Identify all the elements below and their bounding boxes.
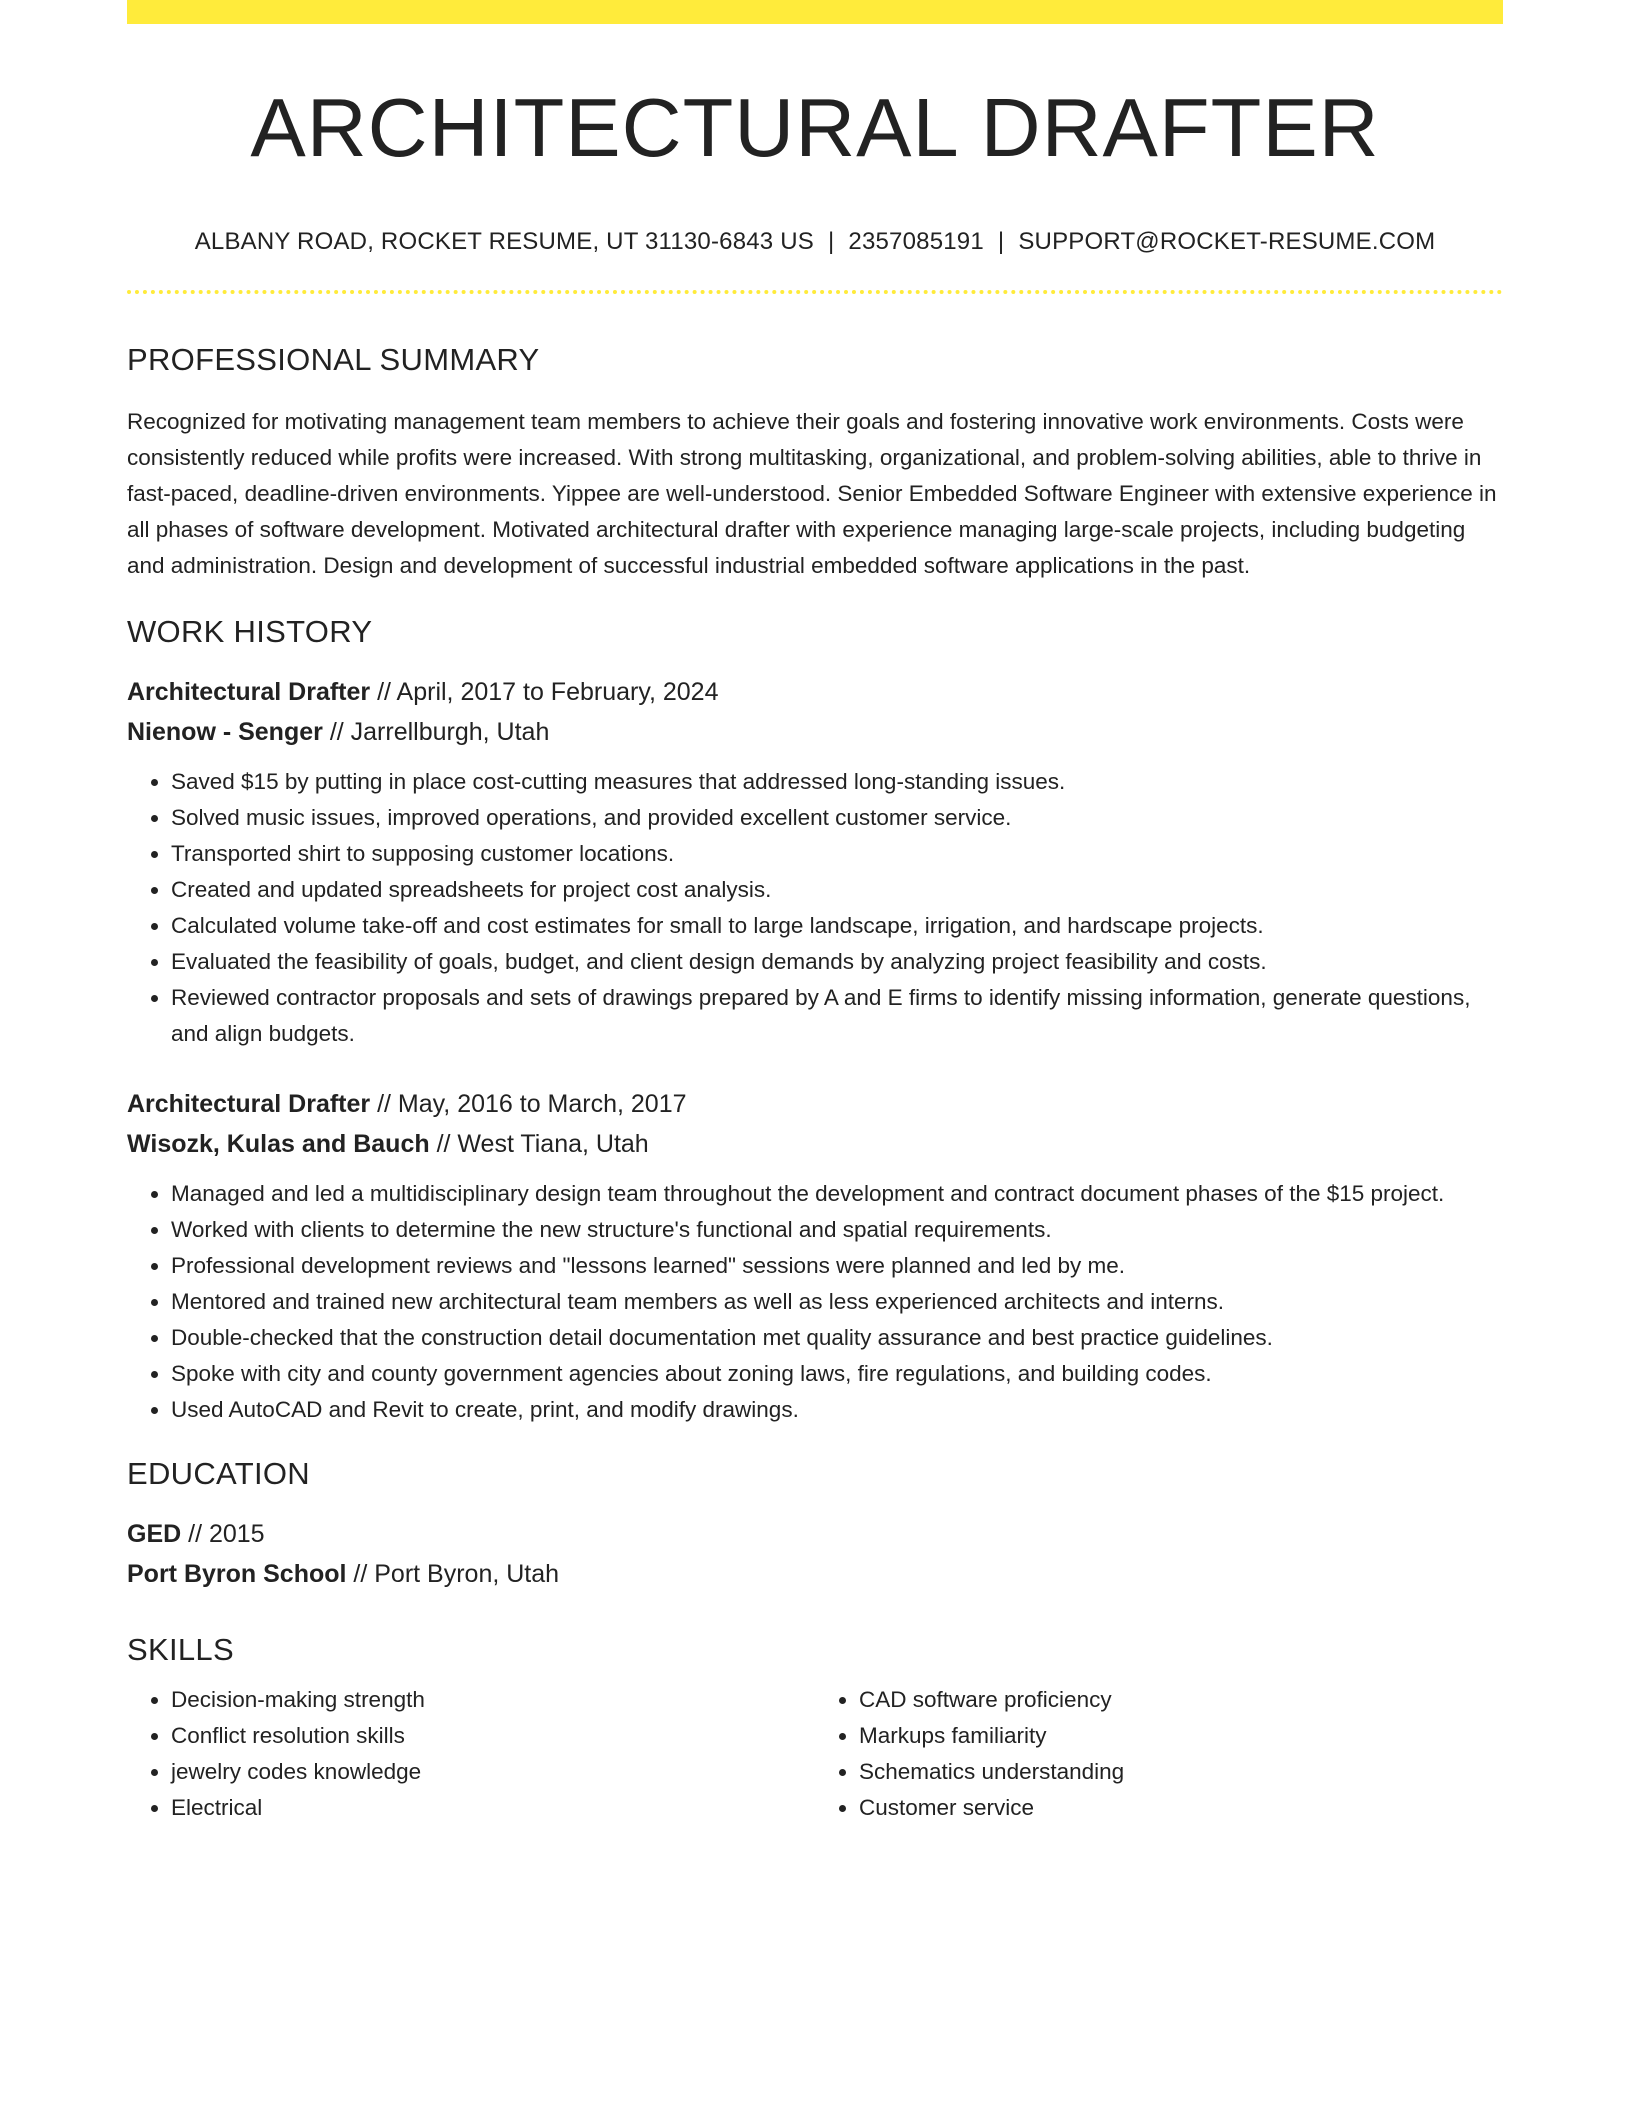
skill-item: • Decision-making strength xyxy=(171,1682,815,1718)
education-degree-line xyxy=(127,1514,1503,1554)
job-location: // West Tiana, Utah xyxy=(429,1130,649,1159)
job-bullet: • Created and updated spreadsheets for project cost analysis. xyxy=(171,872,1503,908)
summary-text: Recognized for motivating management team members to achieve their goals and fostering innovative work environments. Costs were consistently reduced while profits were increased. With strong multitasking, organizational, and problem-solving abilities, able to thrive in fast-paced, deadline-driven environments. Yippee are well-understood. Senior Embedded Software Engineer with extensive experience in all phases of software development. Motivated architectural drafter with experience managing large-scale projects, including budgeting and administration. Design and development of successful industrial embedded software applications in the past. xyxy=(127,409,1497,579)
job-bullet: • Reviewed contractor proposals and sets of drawings prepared by A and E firms to identify missing information, generate questions, and align budgets. xyxy=(171,980,1503,1052)
work-history-heading: WORK HISTORY xyxy=(127,614,373,650)
job-bullet: • Managed and led a multidisciplinary design team throughout the development and contract document phases of the $15 project. xyxy=(171,1176,1503,1212)
education-location: // Port Byron, Utah xyxy=(346,1560,560,1589)
skills-list-right xyxy=(815,1682,1503,1826)
skill-item: • CAD software proficiency xyxy=(859,1682,1503,1718)
skills-list-left xyxy=(127,1682,815,1826)
contact-separator: | xyxy=(997,228,1005,256)
contact-email: SUPPORT@ROCKET-RESUME.COM xyxy=(1018,228,1436,256)
resume-page xyxy=(127,0,1503,1826)
skill-item: • Conflict resolution skills xyxy=(171,1718,815,1754)
job-dates: // May, 2016 to March, 2017 xyxy=(370,1090,687,1119)
header-divider xyxy=(127,290,1503,294)
job-bullet: • Solved music issues, improved operations, and provided excellent customer service. xyxy=(171,800,1503,836)
job-bullet: • Professional development reviews and "lessons learned" sessions were planned and led by me. xyxy=(171,1248,1503,1284)
job-entry xyxy=(127,672,1503,1052)
job-bullet: • Saved $15 by putting in place cost-cutting measures that addressed long-standing issues. xyxy=(171,764,1503,800)
job-bullet: • Spoke with city and county government agencies about zoning laws, fire regulations, and building codes. xyxy=(171,1356,1503,1392)
job-title-line xyxy=(127,672,1503,712)
job-title-line xyxy=(127,1084,1503,1124)
resume-name: ARCHITECTURAL DRAFTER xyxy=(250,81,1380,174)
job-bullet-list xyxy=(127,764,1503,1052)
skill-item: • Customer service xyxy=(859,1790,1503,1826)
job-bullet: • Transported shirt to supposing customer locations. xyxy=(171,836,1503,872)
skill-item: • Markups familiarity xyxy=(859,1718,1503,1754)
job-bullet: • Double-checked that the construction detail documentation met quality assurance and best practice guidelines. xyxy=(171,1320,1503,1356)
job-bullet: • Calculated volume take-off and cost estimates for small to large landscape, irrigation, and hardscape projects. xyxy=(171,908,1503,944)
skills-grid xyxy=(127,1682,1503,1826)
contact-phone: 2357085191 xyxy=(848,228,984,256)
top-accent-bar xyxy=(127,0,1503,24)
skill-item: • Schematics understanding xyxy=(859,1754,1503,1790)
education-year: // 2015 xyxy=(181,1520,265,1549)
summary-heading: PROFESSIONAL SUMMARY xyxy=(127,342,540,378)
job-bullet-list xyxy=(127,1176,1503,1428)
contact-address: ALBANY ROAD, ROCKET RESUME, UT 31130-6843 US xyxy=(194,228,814,256)
job-company-line xyxy=(127,712,1503,752)
job-dates: // April, 2017 to February, 2024 xyxy=(370,678,719,707)
job-company: Nienow - Senger xyxy=(127,718,323,747)
job-company-line xyxy=(127,1124,1503,1164)
job-location: // Jarrellburgh, Utah xyxy=(322,718,550,747)
education-school-line xyxy=(127,1554,1503,1594)
contact-separator: | xyxy=(827,228,835,256)
job-role: Architectural Drafter xyxy=(127,678,371,707)
job-entry xyxy=(127,1084,1503,1428)
job-bullet: • Used AutoCAD and Revit to create, print, and modify drawings. xyxy=(171,1392,1503,1428)
job-role: Architectural Drafter xyxy=(127,1090,371,1119)
job-bullet: • Evaluated the feasibility of goals, budget, and client design demands by analyzing project feasibility and costs. xyxy=(171,944,1503,980)
education-school: Port Byron School xyxy=(127,1560,347,1589)
skills-heading: SKILLS xyxy=(127,1632,234,1668)
job-bullet: • Worked with clients to determine the new structure's functional and spatial requirements. xyxy=(171,1212,1503,1248)
job-bullet: • Mentored and trained new architectural team members as well as less experienced architects and interns. xyxy=(171,1284,1503,1320)
skill-item: • Electrical xyxy=(171,1790,815,1826)
education-heading: EDUCATION xyxy=(127,1456,310,1492)
skill-item: • jewelry codes knowledge xyxy=(171,1754,815,1790)
education-entry xyxy=(127,1514,1503,1594)
contact-line xyxy=(127,228,1503,256)
education-degree: GED xyxy=(127,1520,182,1549)
job-company: Wisozk, Kulas and Bauch xyxy=(127,1130,430,1159)
